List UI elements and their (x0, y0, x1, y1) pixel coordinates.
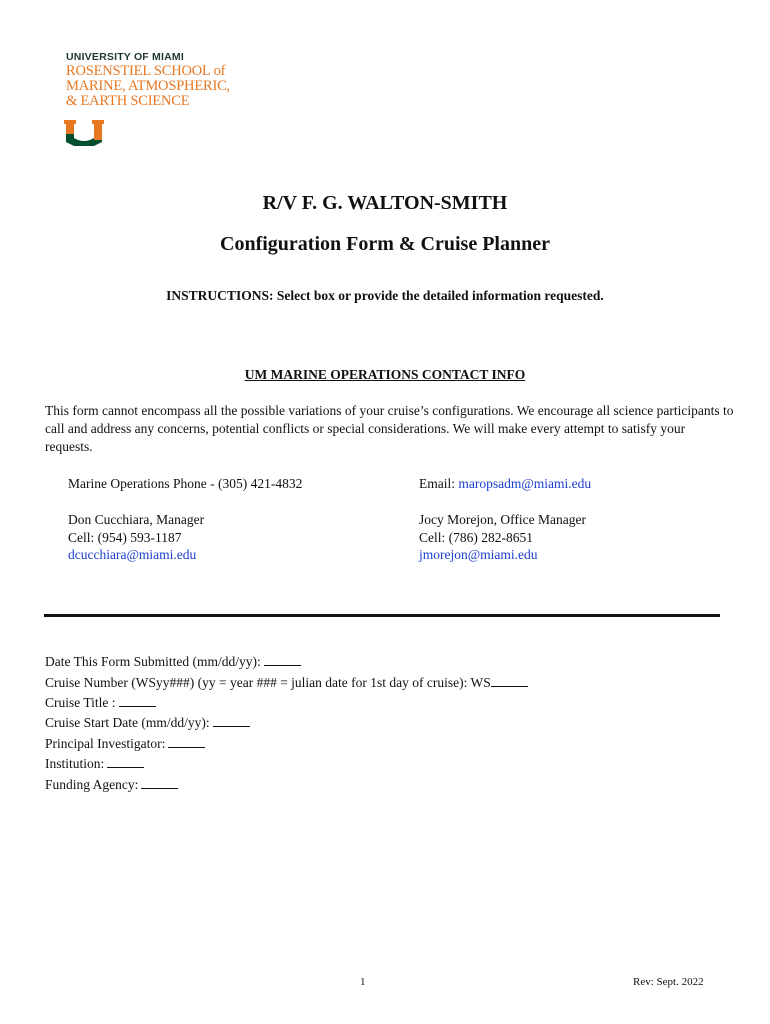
office-manager-contact (419, 511, 586, 564)
vessel-title: R/V F. G. WALTON-SMITH (262, 192, 508, 214)
cruise-title-field (45, 694, 156, 711)
cruise-title-label: Cruise Title : (45, 695, 116, 710)
date-submitted-blank[interactable] (264, 653, 301, 666)
section-divider (44, 614, 720, 617)
institution-label: Institution: (45, 756, 105, 771)
cruise-title-blank[interactable] (119, 694, 156, 707)
pi-blank[interactable] (168, 735, 205, 748)
university-name: UNIVERSITY OF MIAMI (66, 51, 184, 63)
cruise-start-blank[interactable] (213, 714, 250, 727)
marine-ops-email-line (419, 475, 591, 493)
funding-blank[interactable] (141, 776, 178, 789)
page-number: 1 (360, 976, 366, 988)
institution-field (45, 755, 144, 772)
institution-blank[interactable] (107, 755, 144, 768)
manager-cell: Cell: (954) 593-1187 (68, 529, 182, 545)
school-name-line3: & EARTH SCIENCE (66, 93, 190, 109)
email-label: Email: (419, 476, 459, 491)
office-manager-cell: Cell: (786) 282-8651 (419, 529, 533, 545)
school-name (66, 64, 230, 109)
marine-ops-email-link[interactable]: maropsadm@miami.edu (458, 476, 592, 491)
manager-email-link[interactable]: dcucchiara@miami.edu (68, 547, 197, 562)
cruise-number-field (45, 674, 528, 691)
manager-contact (68, 511, 204, 564)
instructions-text: INSTRUCTIONS: Select box or provide the detailed information requested. (166, 288, 604, 303)
pi-label: Principal Investigator: (45, 736, 166, 751)
school-name-line1: ROSENSTIEL SCHOOL of (66, 63, 226, 79)
date-submitted-field (45, 653, 301, 670)
um-logo-icon (64, 120, 104, 146)
manager-name: Don Cucchiara, Manager (68, 512, 205, 527)
revision-date: Rev: Sept. 2022 (633, 976, 704, 988)
marine-ops-phone: Marine Operations Phone - (305) 421-4832 (68, 476, 303, 491)
cruise-start-label: Cruise Start Date (mm/dd/yy): (45, 715, 210, 730)
funding-label: Funding Agency: (45, 777, 139, 792)
form-subtitle: Configuration Form & Cruise Planner (220, 233, 550, 255)
cruise-start-field (45, 714, 250, 731)
cruise-number-label: Cruise Number (WSyy###) (yy = year ### = julian date for 1st day of cruise): WS (45, 675, 491, 690)
school-name-line2: MARINE, ATMOSPHERIC, (66, 78, 230, 94)
pi-field (45, 735, 205, 752)
contact-paragraph: This form cannot encompass all the possible variations of your cruise’s configurations. We encourage all science participants to call and address any concerns, potential conflicts or special considerations. We will make every attempt to satisfy your requests. (45, 403, 734, 454)
contact-heading: UM MARINE OPERATIONS CONTACT INFO (244, 367, 526, 382)
cruise-number-blank[interactable] (491, 674, 528, 687)
date-submitted-label: Date This Form Submitted (mm/dd/yy): (45, 654, 261, 669)
office-manager-email-link[interactable]: jmorejon@miami.edu (419, 547, 538, 562)
office-manager-name: Jocy Morejon, Office Manager (419, 512, 586, 527)
funding-field (45, 776, 178, 793)
